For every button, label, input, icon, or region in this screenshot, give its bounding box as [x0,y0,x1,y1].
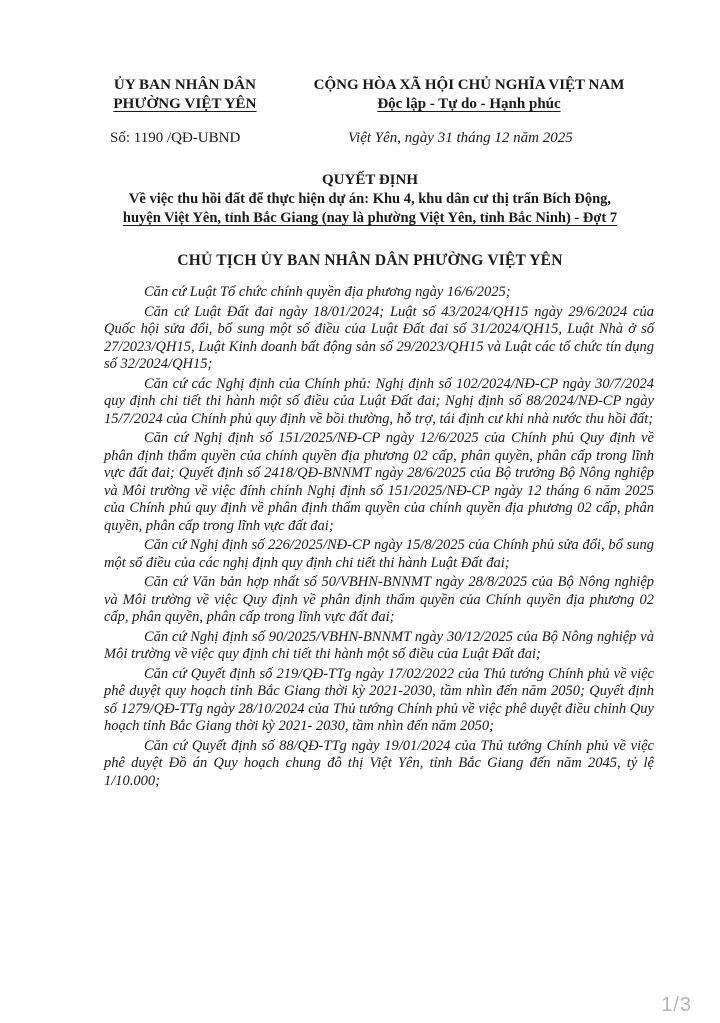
document-number: Số: 1190 /QĐ-UBND [110,130,241,146]
legal-basis-paragraph: Căn cứ Quyết định số 219/QĐ-TTg ngày 17/02/2022 của Thủ tướng Chính phủ về việc phê duyệt quy hoạch tỉnh Bắc Giang thời kỳ 2021-2030, tầm nhìn đến năm 2050; Quyết định số 1279/QĐ-TTg ngày 28/10/2024 của Thủ tướng Chính phủ về việc phê duyệt điều chỉnh Quy hoạch tỉnh Bắc Giang thời kỳ 2021- 2030, tầm nhìn đến năm 2050; [104,665,654,734]
page-indicator: 1/3 [661,994,692,1016]
legal-bases [96,284,654,790]
document-body [96,76,654,792]
decision-title: QUYẾT ĐỊNH [322,172,418,188]
issuing-agency [96,76,274,114]
decision-subject-line-2 [84,209,656,228]
document-header [96,76,644,130]
place-and-date: Việt Yên, ngày 31 tháng 12 năm 2025 [348,130,573,146]
motto-text: Độc lập - Tự do - Hạnh phúc [377,96,561,112]
chairman-heading: CHỦ TỊCH ỦY BAN NHÂN DÂN PHƯỜNG VIỆT YÊN [177,252,563,269]
legal-basis-paragraph: Căn cứ các Nghị định của Chính phủ: Nghị định số 102/2024/NĐ-CP ngày 30/7/2024 quy định chi tiết thi hành một số điều của Luật Đất đai; Nghị định số 88/2024/NĐ-CP ngày 15/7/2024 của Chính phủ quy định về bồi thường, hỗ trợ, tái định cư khi nhà nước thu hồi đất; [104,375,654,427]
legal-basis-paragraph: Căn cứ Nghị định số 90/2025/VBHN-BNNMT ngày 30/12/2025 của Bộ Nông nghiệp và Môi trường về việc quy định chi tiết thi hành một số điều của Luật Đất đai; [104,628,654,662]
legal-basis-paragraph: Căn cứ Quyết định số 88/QĐ-TTg ngày 19/01/2024 của Thủ tướng Chính phủ về việc phê duyệt Đồ án Quy hoạch chung đô thị Việt Yên, tỉnh Bắc Giang đến năm 2045, tỷ lệ 1/10.000; [104,737,654,789]
agency-line-1: ỦY BAN NHÂN DÂN [113,77,257,93]
national-title [294,76,644,114]
republic-name: CỘNG HÒA XÃ HỘI CHỦ NGHĨA VIỆT NAM [313,77,625,93]
legal-basis-paragraph: Căn cứ Văn bản hợp nhất số 50/VBHN-BNNMT ngày 28/8/2025 của Bộ Nông nghiệp và Môi trường về việc Quy định về phân định thẩm quyền của Chính quyền địa phương 02 cấp, phân quyền, phân cấp trong lĩnh vực đất đai; [104,574,654,625]
agency-line-2 [96,95,274,114]
agency-line-2-text: PHƯỜNG VIỆT YÊN [113,96,257,112]
legal-basis-paragraph: Căn cứ Nghị định số 151/2025/NĐ-CP ngày 12/6/2025 của Chính phủ Quy định về phân định thẩm quyền của chính quyền địa phương 02 cấp, phân quyền, phân cấp trong lĩnh vực đất đai; Quyết định số 2418/QĐ-BNNMT ngày 28/6/2025 của Bộ trưởng Bộ Nông nghiệp và Môi trường về việc đính chính Nghị định số 151/2025/NĐ-CP ngày 12 tháng 6 năm 2025 của Chính phủ quy định về phân định thẩm quyền của chính quyền địa phương 02 cấp, phân quyền, phân cấp trong lĩnh vực đất đai; [104,430,654,534]
motto-line [294,95,644,114]
legal-basis-paragraph: Căn cứ Luật Tổ chức chính quyền địa phương ngày 16/6/2025; [144,284,511,300]
decision-subject-line-1: Về việc thu hồi đất để thực hiện dự án: Khu 4, khu dân cư thị trấn Bích Động, [128,191,612,207]
decision-subject-line-2-text: huyện Việt Yên, tỉnh Bắc Giang (nay là phường Việt Yên, tỉnh Bắc Ninh) - Đợt 7 [122,210,618,226]
legal-basis-paragraph: Căn cứ Nghị định số 226/2025/NĐ-CP ngày 15/8/2025 của Chính phủ sửa đổi, bổ sung một số điều của các nghị định quy định chi tiết thi hành Luật Đất đai; [104,537,654,571]
number-date-row [96,130,644,170]
legal-basis-paragraph: Căn cứ Luật Đất đai ngày 18/01/2024; Luật số 43/2024/QH15 ngày 29/6/2024 của Quốc hội sửa đổi, bổ sung một số điều của Luật Đất đai số 31/2024/QH15, Luật Nhà ở số 27/2023/QH15, Luật Kinh doanh bất động sản số 29/2023/QH15 và Luật các tổ chức tín dụng số 32/2024/QH15; [104,303,654,372]
